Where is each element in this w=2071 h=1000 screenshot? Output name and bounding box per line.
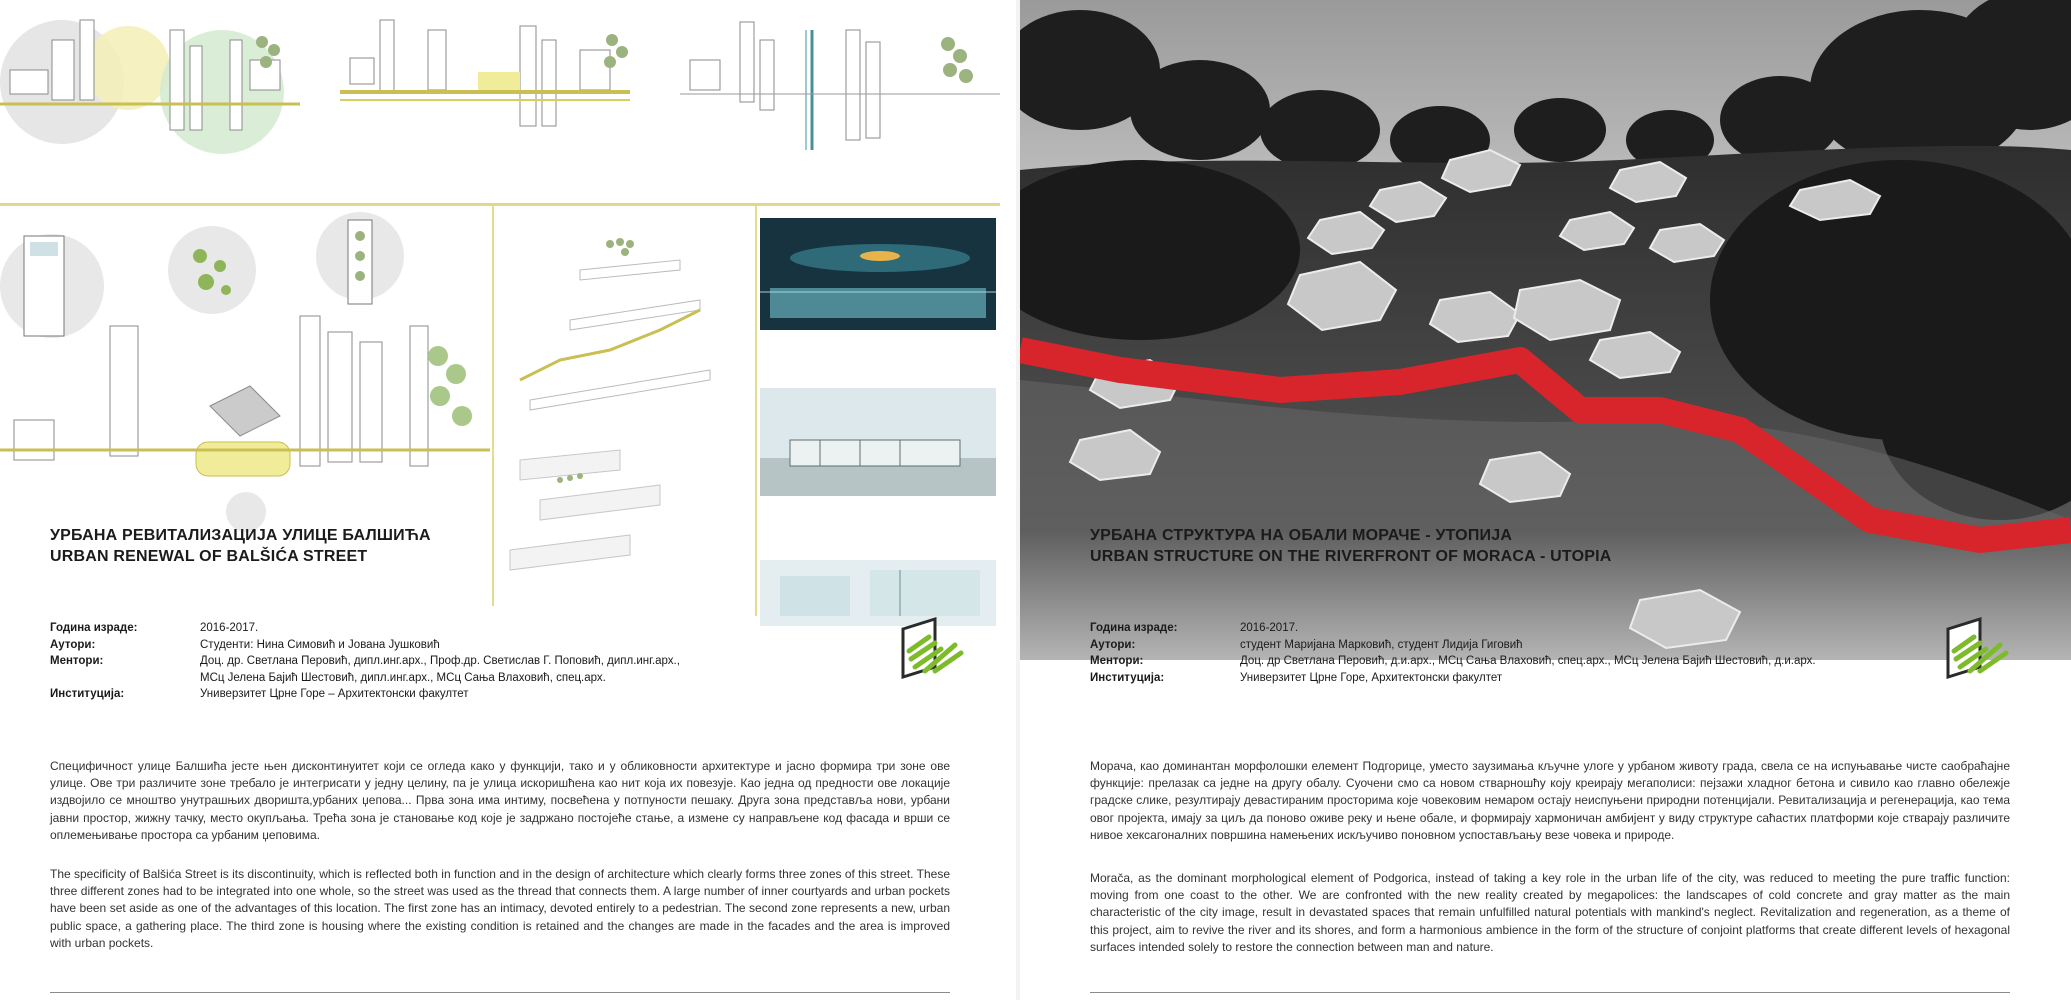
description-english: Morača, as the dominant morphological element of Podgorica, instead of taking a key role in the urban life of the city, was reduced to meeting the pure traffic function: moving from one coast to the other. We are confronted with the new reality created by megapolices: the landscapes of cold concrete and gray matter as the main characteristic of the city image, result in devastated spaces that remain unfulfilled natural potentials with mankind's neglect. Revitalization and regeneration, as a theme of this project, aim to revive the river and its shores, and form a harmonious ambience in the form of the structure of conjoint platforms that create different levels of hexagonal surfaces intended solely to restore the connection between man and nature. (1090, 871, 2010, 954)
render-view-2 (760, 388, 996, 496)
description-english: The specificity of Balšića Street is its discontinuity, which is reflected both in function and in the design of architecture which clearly forms three zones of this street. These three different zones had to be integrated into one whole, so the street was used as the thread that connects them. A large number of inner courtyards and urban pockets have been set aside as one of the advantages of this location. The first zone has an intimacy, devoted entirely to a pedestrian. The second zone represents a new, urban public space, a gathering place. The third zone is housing where the existing condition is retained and the changes are made in the facades and the area is improved with urban pockets. (50, 867, 950, 950)
project-title-english: URBAN RENEWAL OF BALŠIĆA STREET (50, 548, 368, 565)
project-meta (50, 620, 750, 703)
description-serbian: Специфичност улице Балшића јесте њен дисконтинуитет који се огледа како у функцији, тако и у обликовности архитектуре и јасно формира три зоне ове улице. Ове три различите зоне требало је интегрисати у једну целину, па је улица искоришћена као нит која их повезује. Као једна од предности ове локације издвојило се мноштво унутрашњих дворишта,урбаних џепова... Прва зона има интиму, посвећена у потпуности пешаку. Друга зона представља нови, урбани јавни простор, жижну тачку, место окупљања. Трећа зона је становање код које је задржано постојеће стање, а измене су направљене код фасада и врши се оплемењивање простора са урбаним џеповима. (50, 759, 950, 842)
project-meta (1090, 620, 1970, 686)
meta-row-institution: Институција: Универзитет Црне Горе – Архитектонски факултет (50, 688, 469, 700)
meta-row-year: Година израде: 2016-2017. (50, 622, 259, 634)
zone-diagram-2 (340, 20, 630, 126)
meta-row-mentors: Ментори: Доц. др. Светлана Перовић, дипл.инг.арх., Проф.др. Светислав Г. Поповић, дипл.инг.арх., (50, 655, 680, 667)
meta-row-mentors-cont: МСц Јелена Бајић Шестовић, дипл.инг.арх., МСц Сања Влаховић, спец.арх. (200, 671, 606, 684)
meta-row-authors: Аутори: Студенти: Нина Симовић и Јована Јушковић (50, 638, 440, 651)
bottom-rule (1090, 992, 2010, 993)
project-title-serbian: УРБАНА СТРУКТУРА НА ОБАЛИ МОРАЧЕ - УТОПИЈА (1090, 527, 1513, 544)
meta-row-institution: Институција: Универзитет Црне Горе, Архитектонски факултет (1090, 671, 1503, 684)
faculty-logo (895, 615, 965, 679)
street-section-drawing (0, 206, 490, 536)
faculty-logo (1940, 615, 2010, 679)
render-view-1 (760, 218, 996, 330)
street-zone-diagrams (0, 0, 1000, 200)
left-page (0, 0, 1020, 1000)
meta-row-mentors: Ментори: Доц. др Светлана Перовић, д.и.арх., МСц Сања Влаховић, спец.арх., МСц Јелена Бајић Шестовић, д.и.арх. (1090, 655, 1816, 667)
description-serbian: Морача, као доминантан морфолошки елемент Подгорице, уместо заузимања кључне улоге у урбаном животу града, свела се на испуњавање чисте саобраћајне функције: прелазак са једне на другу обалу. Суочени смо са новом стварношћу коју креирају мегаполиси: пејзажи хладног бетона и сивило као главно обележје градске слике, резултирају девастираним просторима које човековим немаром остају неиспуњени природни потенцијали. Ревитализација и регенерација, као тема овог пројекта, имају за циљ да поново оживе реку и њене обале, и формирају хармоничан амбијент у виду структуре саћастих платформи које стварају различите нивое хексагоналних површина намењених искључиво поновном успостављању везе човека и природе. (1090, 759, 2010, 842)
project-title-serbian: УРБАНА РЕВИТАЛИЗАЦИЈА УЛИЦЕ БАЛШИЋА (50, 527, 431, 544)
project-title-english: URBAN STRUCTURE ON THE RIVERFRONT OF MORACA - UTOPIA (1090, 548, 1612, 565)
bottom-rule (50, 992, 950, 993)
zone-diagram-3 (680, 22, 1000, 150)
exploded-axonometry (500, 230, 750, 610)
right-page (1020, 0, 2071, 1000)
zone-diagram-1 (0, 20, 300, 154)
meta-row-year: Година израде: 2016-2017. (1090, 622, 1299, 634)
meta-row-authors: Аутори: студент Маријана Марковић, студент Лидија Гиговић (1090, 638, 1523, 651)
